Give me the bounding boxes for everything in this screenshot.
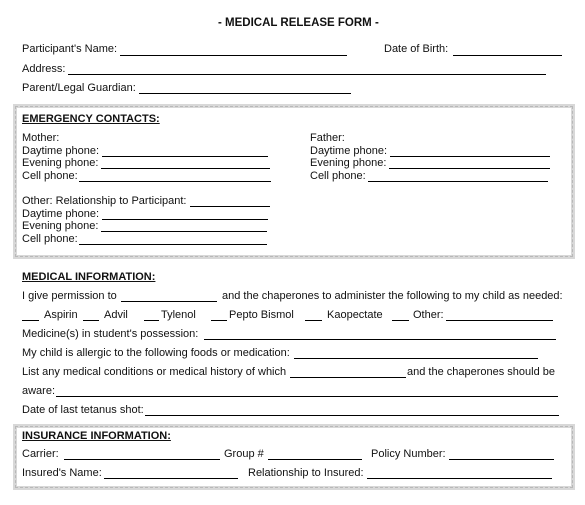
mother-evening-label: Evening phone: <box>22 157 99 169</box>
allergy-field[interactable] <box>294 358 538 359</box>
permission-prefix-label: I give permission to <box>22 290 117 302</box>
date-of-birth-field[interactable] <box>453 55 562 56</box>
kaopectate-checkbox[interactable] <box>305 320 322 321</box>
guardian-field[interactable] <box>139 93 351 94</box>
aspirin-checkbox[interactable] <box>22 320 39 321</box>
tetanus-field[interactable] <box>145 415 559 416</box>
other-evening-field[interactable] <box>101 231 267 232</box>
father-label: Father: <box>310 132 345 144</box>
insured-name-field[interactable] <box>104 478 238 479</box>
group-number-label: Group # <box>224 448 264 460</box>
pepto-bismol-label: Pepto Bismol <box>229 309 294 321</box>
insurance-information-heading: INSURANCE INFORMATION: <box>22 430 171 442</box>
advil-checkbox[interactable] <box>83 320 99 321</box>
father-cell-label: Cell phone: <box>310 170 366 182</box>
participant-name-field[interactable] <box>120 55 347 56</box>
allergy-label: My child is allergic to the following foods or medication: <box>22 347 290 359</box>
other-cell-field[interactable] <box>79 244 267 245</box>
other-evening-label: Evening phone: <box>22 220 99 232</box>
other-relationship-field[interactable] <box>190 206 270 207</box>
conditions-suffix-label: and the chaperones should be <box>407 366 556 378</box>
mother-daytime-field[interactable] <box>102 156 268 157</box>
address-label: Address: <box>22 63 66 75</box>
tetanus-label: Date of last tetanus shot: <box>22 404 144 416</box>
other-daytime-label: Daytime phone: <box>22 208 100 220</box>
other-cell-label: Cell phone: <box>22 233 78 245</box>
other-medication-field[interactable] <box>446 320 553 321</box>
father-evening-label: Evening phone: <box>310 157 387 169</box>
date-of-birth-label: Date of Birth: <box>384 43 449 55</box>
father-daytime-label: Daytime phone: <box>310 145 388 157</box>
tylenol-label: Tylenol <box>161 309 196 321</box>
father-cell-field[interactable] <box>368 181 548 182</box>
relationship-to-insured-field[interactable] <box>367 478 552 479</box>
mother-cell-field[interactable] <box>79 181 271 182</box>
permission-suffix-label: and the chaperones to administer the following to my child as needed: <box>222 290 563 302</box>
guardian-label: Parent/Legal Guardian: <box>22 82 136 94</box>
pepto-bismol-checkbox[interactable] <box>211 320 227 321</box>
mother-evening-field[interactable] <box>101 168 270 169</box>
father-daytime-field[interactable] <box>390 156 550 157</box>
other-medication-label: Other: <box>413 309 444 321</box>
advil-label: Advil <box>104 309 128 321</box>
mother-label: Mother: <box>22 132 60 144</box>
other-medication-checkbox[interactable] <box>392 320 409 321</box>
medicine-possession-field[interactable] <box>204 339 556 340</box>
carrier-label: Carrier: <box>22 448 59 460</box>
kaopectate-label: Kaopectate <box>327 309 383 321</box>
address-field[interactable] <box>68 74 546 75</box>
aware-field[interactable] <box>56 396 558 397</box>
other-daytime-field[interactable] <box>102 219 268 220</box>
policy-number-label: Policy Number: <box>371 448 446 460</box>
relationship-to-insured-label: Relationship to Insured: <box>248 467 364 479</box>
emergency-contacts-heading: EMERGENCY CONTACTS: <box>22 113 160 125</box>
participant-name-label: Participant's Name: <box>22 43 118 55</box>
tylenol-checkbox[interactable] <box>144 320 159 321</box>
conditions-prefix-label: List any medical conditions or medical history of which <box>22 366 287 378</box>
policy-number-field[interactable] <box>449 459 554 460</box>
insured-name-label: Insured's Name: <box>22 467 102 479</box>
mother-cell-label: Cell phone: <box>22 170 78 182</box>
permission-name-field[interactable] <box>121 301 217 302</box>
group-number-field[interactable] <box>268 459 362 460</box>
other-relationship-label: Other: Relationship to Participant: <box>22 195 187 207</box>
aspirin-label: Aspirin <box>44 309 78 321</box>
medical-information-heading: MEDICAL INFORMATION: <box>22 271 156 283</box>
mother-daytime-label: Daytime phone: <box>22 145 100 157</box>
medicine-possession-label: Medicine(s) in student's possession: <box>22 328 199 340</box>
carrier-field[interactable] <box>64 459 220 460</box>
father-evening-field[interactable] <box>389 168 550 169</box>
conditions-name-field[interactable] <box>290 377 406 378</box>
aware-label: aware: <box>22 385 56 397</box>
form-title: - MEDICAL RELEASE FORM - <box>218 17 379 29</box>
